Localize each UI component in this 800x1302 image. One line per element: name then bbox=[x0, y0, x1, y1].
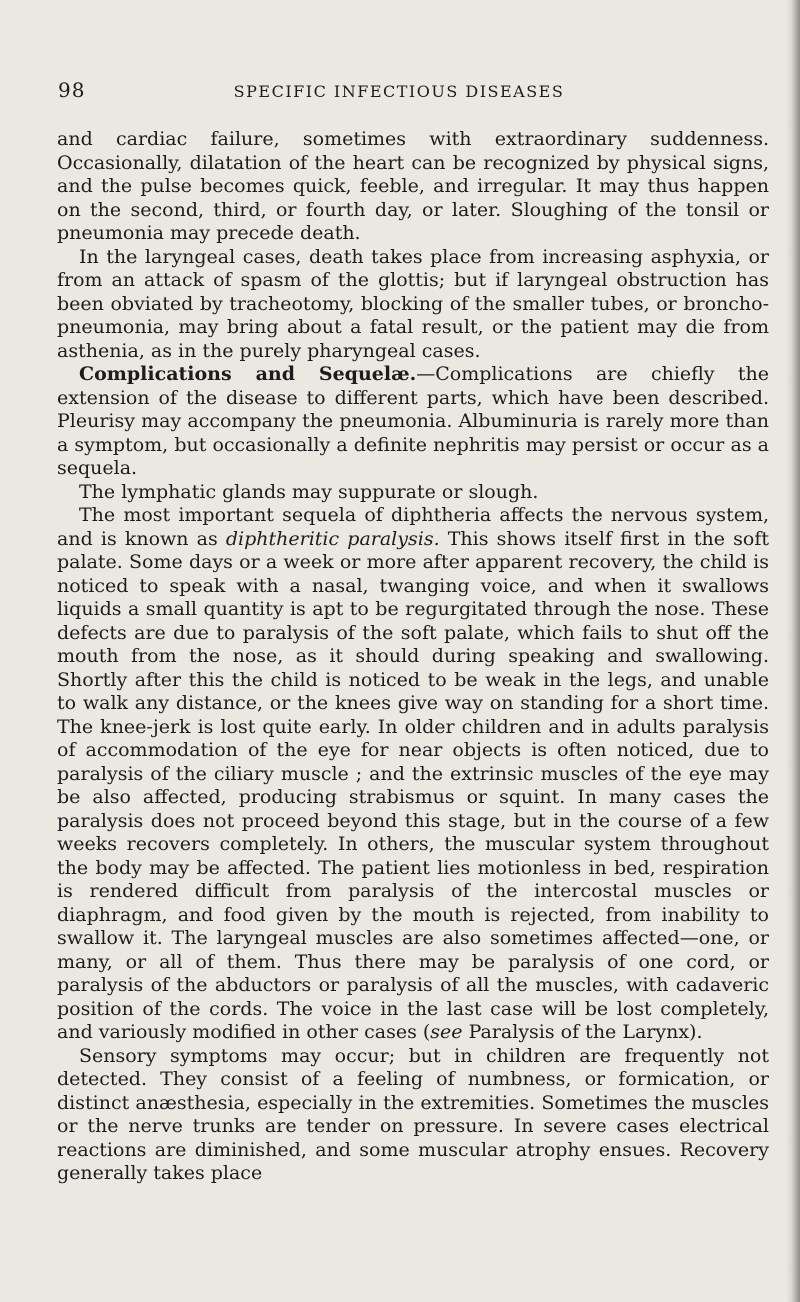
paralysis-text-end: Paralysis of the Larynx). bbox=[462, 1021, 703, 1043]
section-heading-complications: Complications and Sequelæ. bbox=[79, 363, 417, 385]
paragraph-cardiac-failure: and cardiac failure, sometimes with extraordinary suddenness. Occasionally, dilatation of the heart can be recognized by physical signs, and the pulse becomes quick, feeble, and irregular. It may thus happen on the second, third, or fourth day, or later. Sloughing of the tonsil or pneumonia may precede death. bbox=[57, 128, 769, 244]
paragraph-complications bbox=[57, 363, 769, 481]
body-text bbox=[57, 128, 769, 1186]
page-number: 98 bbox=[58, 78, 86, 102]
paralysis-text-start: The most important sequela of diphtheria affects the nervous system, and is known as bbox=[57, 504, 769, 550]
diphtheritic-paralysis-term: diphtheritic paralysis. bbox=[225, 527, 440, 550]
running-head: SPECIFIC INFECTIOUS DISEASES bbox=[233, 82, 565, 101]
page-header bbox=[58, 78, 740, 108]
paragraph-sensory-symptoms: Sensory symptoms may occur; but in children are frequently not detected. They consist of a feeling of numbness, or formication, or distinct anæsthesia, especially in the extremities. Sometimes the muscles or the nerve trunks are tender on pressure. In severe cases electrical reactions are diminished, and some muscular atrophy ensues. Recovery generally takes place bbox=[57, 1044, 769, 1184]
paragraph-laryngeal-cases: In the laryngeal cases, death takes place from increasing asphyxia, or from an attack of spasm of the glottis; but if laryngeal obstruction has been obviated by tracheotomy, blocking of the smaller tubes, or broncho-pneumonia, may bring about a fatal result, or the patient may die from asthenia, as in the purely pharyngeal cases. bbox=[57, 245, 769, 362]
paragraph-diphtheritic-paralysis bbox=[57, 504, 769, 1045]
see-reference: see bbox=[430, 1021, 463, 1043]
page-edge-shadow bbox=[786, 0, 800, 1302]
paragraph-lymphatic-glands: The lymphatic glands may suppurate or slough. bbox=[79, 480, 539, 503]
paralysis-text-middle: This shows itself first in the soft palate. Some days or a week or more after apparent recovery, the child is noticed to speak with a nasal, twanging voice, and when it swallows liquids a small quantity is apt to be regurgitated through the nose. These defects are due to paralysis of the soft palate, which fails to shut off the mouth from the nose, as it should during speaking and swallowing. Shortly after this the child is noticed to be weak in the legs, and unable to walk any distance, or the knees give way on standing for a short time. The knee-jerk is lost quite early. In older children and in adults paralysis of accommodation of the eye for near objects is often noticed, due to paralysis of the ciliary muscle ; and the extrinsic muscles of the eye may be also affected, producing strabismus or squint. In many cases the paralysis does not proceed beyond this stage, but in the course of a few weeks recovers completely. In others, the muscular system throughout the body may be affected. The patient lies motionless in bed, respiration is rendered difficult from paralysis of the intercostal muscles or diaphragm, and food given by the mouth is rejected, from inability to swallow it. The laryngeal muscles are also sometimes affected—one, or many, or all of them. Thus there may be paralysis of one cord, or paralysis of the abductors or paralysis of all the muscles, with cadaveric position of the cords. The voice in the last case will be lost completely, and variously modified in other cases ( bbox=[57, 527, 769, 1043]
complications-text: —Complications are chiefly the extension of the disease to different parts, which have been described. Pleurisy may accompany the pneumonia. Albuminuria is rarely more than a symptom, but occasionally a definite nephritis may persist or occur as a sequela. bbox=[57, 363, 769, 479]
